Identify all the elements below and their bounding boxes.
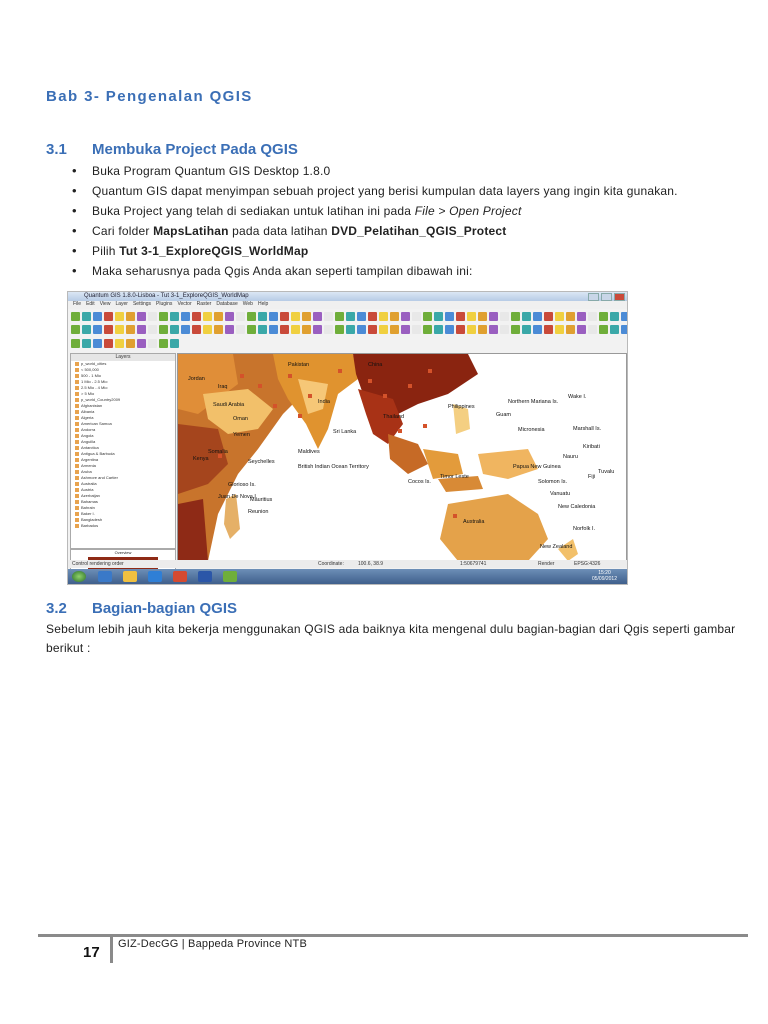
toolbar-tool-icon[interactable] (302, 312, 311, 321)
layer-item[interactable]: 2.5 Mio - 4 Mio (71, 385, 175, 391)
clock-date: 05/09/2012 (591, 576, 617, 582)
toolbar-tool-icon[interactable] (588, 325, 597, 334)
map-label: Kiribati (583, 444, 600, 450)
menu-item-file[interactable]: File (73, 301, 82, 307)
toolbar-tool-icon[interactable] (511, 312, 520, 321)
list-item-text: Maka seharusnya pada Qgis Anda akan seperti tampilan dibawah ini: (92, 264, 473, 278)
toolbar-tool-icon[interactable] (621, 312, 628, 321)
toolbar-tool-icon[interactable] (357, 325, 366, 334)
toolbar-tool-icon[interactable] (291, 312, 300, 321)
list-item (46, 201, 736, 221)
section-heading-3-1 (46, 141, 298, 158)
map-label: India (318, 399, 330, 405)
toolbar-tool-icon[interactable] (225, 325, 234, 334)
menu-item-raster[interactable]: Raster (196, 301, 212, 307)
layer-item[interactable]: Angola (71, 433, 175, 439)
layer-item[interactable]: Bahrain (71, 505, 175, 511)
map-label: Marshall Is. (573, 426, 602, 432)
scale-field[interactable]: 1:50679741 (460, 561, 487, 567)
map-label: Norfolk I. (573, 526, 596, 532)
layer-item[interactable]: American Samoa (71, 421, 175, 427)
toolbar-tool-icon[interactable] (500, 312, 509, 321)
map-label: Somalia (208, 449, 228, 455)
section-heading-3-2 (46, 600, 237, 617)
toolbar-tool-icon[interactable] (71, 325, 80, 334)
toolbar-tool-icon[interactable] (93, 339, 102, 348)
project-name: Tut 3-1_ExploreQGIS_WorldMap (119, 244, 309, 258)
toolbar-tool-icon[interactable] (456, 312, 465, 321)
layer-item[interactable]: < 500,000 (71, 367, 175, 373)
map-label: Nauru (563, 454, 578, 460)
toolbar-tool-icon[interactable] (291, 325, 300, 334)
toolbar-tool-icon[interactable] (82, 312, 91, 321)
toolbar-tool-icon[interactable] (313, 312, 322, 321)
menu-item-view[interactable]: View (99, 301, 111, 307)
map-label: Australia (463, 519, 485, 525)
word-icon[interactable] (198, 571, 212, 582)
maximize-icon (601, 293, 612, 301)
map-label: Papua New Guinea (513, 464, 561, 470)
toolbar-tool-icon[interactable] (214, 325, 223, 334)
toolbar-tool-icon[interactable] (423, 325, 432, 334)
qgis-icon[interactable] (223, 571, 237, 582)
toolbar-tool-icon[interactable] (555, 325, 564, 334)
toolbar-tool-icon[interactable] (423, 312, 432, 321)
toolbar-tool-icon[interactable] (489, 325, 498, 334)
toolbar-tool-icon[interactable] (335, 312, 344, 321)
layer-item[interactable]: Barbados (71, 523, 175, 529)
toolbar-tool-icon[interactable] (93, 312, 102, 321)
toolbar-tool-icon[interactable] (467, 325, 476, 334)
toolbar-tool-icon[interactable] (247, 325, 256, 334)
map-label: Guam (496, 412, 511, 418)
toolbar-tool-icon[interactable] (533, 325, 542, 334)
map-label: British Indian Ocean Territory (298, 464, 369, 470)
browser-icon[interactable] (98, 571, 112, 582)
toolbar-tool-icon[interactable] (412, 312, 421, 321)
map-label: Reunion (248, 509, 269, 515)
toolbar-tool-icon[interactable] (170, 325, 179, 334)
section-paragraph: Sebelum lebih jauh kita bekerja menggunakan QGIS ada baiknya kita mengenal dulu bagian-bagian dari Qgis seperti gambar berikut : (46, 622, 736, 655)
toolbar-tool-icon[interactable] (379, 325, 388, 334)
toolbar-tool-icon[interactable] (280, 312, 289, 321)
toolbar-tool-icon[interactable] (610, 312, 619, 321)
layer-item[interactable]: Australia (71, 481, 175, 487)
section-number: 3.1 (46, 141, 67, 158)
toolbar-tool-icon[interactable] (368, 312, 377, 321)
map-label: Seychelles (248, 459, 275, 465)
map-label: Iraq (218, 384, 228, 390)
bullet-list (46, 161, 736, 281)
toolbar-tool-icon[interactable] (478, 312, 487, 321)
menu-bar (68, 301, 627, 309)
toolbar-tool-icon[interactable] (236, 312, 245, 321)
toolbar-tool-icon[interactable] (247, 312, 256, 321)
layer-item[interactable]: 500 - 1 Mio (71, 373, 175, 379)
folder-name: MapsLatihan (153, 224, 229, 238)
toolbar-tool-icon[interactable] (159, 339, 168, 348)
menu-path: File > Open Project (414, 204, 522, 218)
coordinate-readout: 100.6, 38.9 (358, 561, 384, 567)
toolbar-tool-icon[interactable] (566, 325, 575, 334)
toolbar-tool-icon[interactable] (71, 339, 80, 348)
layer-item[interactable]: Andorra (71, 427, 175, 433)
menu-item-vector[interactable]: Vector (177, 301, 192, 307)
toolbar-tool-icon[interactable] (368, 325, 377, 334)
toolbar-tool-icon[interactable] (93, 325, 102, 334)
menu-item-settings[interactable]: Settings (132, 301, 152, 307)
toolbar-tool-icon[interactable] (104, 325, 113, 334)
toolbar-tool-icon[interactable] (511, 325, 520, 334)
toolbar-tool-icon[interactable] (148, 339, 157, 348)
start-icon[interactable] (72, 571, 86, 582)
toolbar-tool-icon[interactable] (324, 312, 333, 321)
map-label: Kenya (193, 456, 209, 462)
layer-item[interactable]: Argentina (71, 457, 175, 463)
map-label: Saudi Arabia (213, 402, 245, 408)
toolbar-tool-icon[interactable] (522, 325, 531, 334)
system-clock (592, 570, 617, 582)
layer-item[interactable]: Algeria (71, 415, 175, 421)
toolbar-tool-icon[interactable] (258, 325, 267, 334)
folder-name: DVD_Pelatihan_QGIS_Protect (331, 224, 507, 238)
toolbar-tool-icon[interactable] (379, 312, 388, 321)
toolbar-tool-icon[interactable] (401, 312, 410, 321)
toolbar-tool-icon[interactable] (577, 325, 586, 334)
toolbar-tool-icon[interactable] (126, 312, 135, 321)
list-item-text: Buka Project yang telah di sediakan untuk latihan ini pada (92, 204, 415, 218)
overview-label: Overview (114, 550, 132, 555)
map-label: Philippines (448, 404, 475, 410)
map-label: Mauritius (250, 497, 273, 503)
map-label: Yemen (233, 432, 250, 438)
map-canvas[interactable] (177, 353, 627, 562)
toolbar-tool-icon[interactable] (390, 312, 399, 321)
map-label: Juan De Nova I. (218, 494, 258, 500)
map-label: Solomon Is. (538, 479, 568, 485)
map-label: Oman (233, 416, 248, 422)
toolbar-tool-icon[interactable] (324, 325, 333, 334)
toolbar-tool-icon[interactable] (269, 325, 278, 334)
status-bar: Control rendering order Coordinate: 100.6, 38.9 1:50679741 Render EPSG:4326 (68, 560, 627, 568)
toolbar-tool-icon[interactable] (126, 339, 135, 348)
layer-item[interactable]: > 5 Mio (71, 391, 175, 397)
toolbar-tool-icon[interactable] (434, 325, 443, 334)
layer-item[interactable]: Ashmore and Cartier (71, 475, 175, 481)
layer-item[interactable]: Azerbaijan (71, 493, 175, 499)
toolbar-tool-icon[interactable] (302, 325, 311, 334)
close-icon (614, 293, 625, 301)
layer-item[interactable]: Aruba (71, 469, 175, 475)
crs-button[interactable]: EPSG:4326 (574, 561, 601, 567)
toolbar-tool-icon[interactable] (126, 325, 135, 334)
map-label: Maldives (298, 449, 320, 455)
toolbar (71, 323, 628, 335)
menu-item-layer[interactable]: Layer (115, 301, 128, 307)
clock-time: 15:20 (598, 570, 611, 576)
toolbar (71, 310, 628, 322)
toolbar-tool-icon[interactable] (203, 312, 212, 321)
map-label: Timor Leste (440, 474, 469, 480)
toolbar-tool-icon[interactable] (588, 312, 597, 321)
toolbar-tool-icon[interactable] (192, 312, 201, 321)
toolbar-tool-icon[interactable] (137, 312, 146, 321)
menu-item-plugins[interactable]: Plugins (156, 301, 173, 307)
map-label: Pakistan (288, 362, 310, 368)
toolbar-tool-icon[interactable] (610, 325, 619, 334)
toolbar-tool-icon[interactable] (192, 325, 201, 334)
qgis-screenshot (67, 291, 628, 585)
toolbar-tool-icon[interactable] (445, 312, 454, 321)
toolbar-tool-icon[interactable] (489, 312, 498, 321)
toolbar-tool-icon[interactable] (445, 325, 454, 334)
map-label: New Zealand (540, 544, 573, 550)
window-titlebar (68, 292, 627, 301)
world-map-graphic (178, 354, 626, 561)
map-label: Jordan (188, 376, 205, 382)
toolbar-tool-icon[interactable] (599, 312, 608, 321)
toolbar-tool-icon[interactable] (170, 312, 179, 321)
toolbar-tool-icon[interactable] (478, 325, 487, 334)
toolbar-tool-icon[interactable] (137, 339, 146, 348)
minimize-icon (588, 293, 599, 301)
map-label: Wake I. (568, 394, 587, 400)
footer-rule (38, 934, 748, 937)
toolbar-tool-icon[interactable] (159, 312, 168, 321)
section-title: Membuka Project Pada QGIS (92, 141, 298, 158)
section-title: Bagian-bagian QGIS (92, 600, 238, 617)
layer-item[interactable]: Antarctica (71, 445, 175, 451)
toolbar-tool-icon[interactable] (577, 312, 586, 321)
layers-panel-header: Layers (71, 354, 175, 361)
list-item (46, 181, 736, 201)
map-label: Northern Mariana Is. (508, 399, 559, 405)
toolbar-tool-icon[interactable] (544, 325, 553, 334)
toolbar-tool-icon[interactable] (434, 312, 443, 321)
toolbar-tool-icon[interactable] (313, 325, 322, 334)
toolbar-tool-icon[interactable] (258, 312, 267, 321)
list-item (46, 241, 736, 261)
footer-text: GIZ-DecGG | Bappeda Province NTB (118, 938, 307, 950)
toolbar-tool-icon[interactable] (236, 325, 245, 334)
toolbar-tool-icon[interactable] (269, 312, 278, 321)
toolbar-tool-icon[interactable] (555, 312, 564, 321)
render-checkbox[interactable]: Render (538, 561, 555, 567)
toolbar-tool-icon[interactable] (115, 339, 124, 348)
toolbar-tool-icon[interactable] (181, 312, 190, 321)
map-label: Thailand (383, 414, 405, 420)
layer-item[interactable]: p_world_Country2009 (71, 397, 175, 403)
toolbar-tool-icon[interactable] (148, 325, 157, 334)
map-label: China (368, 362, 383, 368)
windows-taskbar (68, 569, 627, 584)
map-label: Micronesia (518, 427, 545, 433)
toolbar-tool-icon[interactable] (456, 325, 465, 334)
layer-item[interactable]: Albania (71, 409, 175, 415)
toolbar-tool-icon[interactable] (566, 312, 575, 321)
toolbar-tool-icon[interactable] (390, 325, 399, 334)
window-title: Quantum GIS 1.8.0-Lisboa - Tut 3-1_ExploreQGIS_WorldMap (84, 293, 249, 299)
layer-item[interactable]: Austria (71, 487, 175, 493)
toolbar-tool-icon[interactable] (533, 312, 542, 321)
toolbar-tool-icon[interactable] (225, 312, 234, 321)
map-label: Sri Lanka (333, 429, 357, 435)
map-label: Fiji (588, 474, 596, 480)
list-item-text: pada data latihan (228, 224, 332, 238)
toolbar-tool-icon[interactable] (82, 325, 91, 334)
layer-item[interactable]: 1 Mio - 2.5 Mio (71, 379, 175, 385)
toolbar-tool-icon[interactable] (104, 312, 113, 321)
layer-item[interactable]: Bahamas (71, 499, 175, 505)
toolbar-tool-icon[interactable] (181, 325, 190, 334)
toolbar-tool-icon[interactable] (148, 312, 157, 321)
toolbar-tool-icon[interactable] (346, 312, 355, 321)
toolbar-tool-icon[interactable] (115, 325, 124, 334)
toolbar-tool-icon[interactable] (522, 312, 531, 321)
list-item (46, 221, 736, 241)
toolbar-tool-icon[interactable] (115, 312, 124, 321)
layer-item[interactable]: Antigua & Barbuda (71, 451, 175, 457)
toolbar-tool-icon[interactable] (137, 325, 146, 334)
page-number: 17 (83, 944, 100, 961)
toolbar-tool-icon[interactable] (401, 325, 410, 334)
toolbar-tool-icon[interactable] (159, 325, 168, 334)
map-label: Cocos Is. (408, 479, 431, 485)
chrome-icon[interactable] (173, 571, 187, 582)
list-item-text: Cari folder (92, 224, 154, 238)
toolbar-tool-icon[interactable] (412, 325, 421, 334)
layer-item[interactable]: Baker I. (71, 511, 175, 517)
layer-item[interactable]: Anguilla (71, 439, 175, 445)
map-label: Glorioso Is. (228, 482, 256, 488)
media-icon[interactable] (148, 571, 162, 582)
menu-item-database[interactable]: Database (216, 301, 238, 307)
menu-item-web[interactable]: Web (242, 301, 253, 307)
map-label: Tuvalu (598, 469, 615, 475)
toolbar-tool-icon[interactable] (104, 339, 113, 348)
map-label: New Caledonia (558, 504, 596, 510)
layer-item[interactable]: Bangladesh (71, 517, 175, 523)
toolbar-tool-icon[interactable] (71, 312, 80, 321)
map-label: Vanuatu (550, 491, 571, 497)
menu-item-help[interactable]: Help (257, 301, 269, 307)
toolbar-tool-icon[interactable] (621, 325, 628, 334)
layer-item[interactable]: Armenia (71, 463, 175, 469)
toolbar-tool-icon[interactable] (346, 325, 355, 334)
section-number: 3.2 (46, 600, 67, 617)
toolbar-tool-icon[interactable] (544, 312, 553, 321)
toolbar-tool-icon[interactable] (467, 312, 476, 321)
toolbar-tool-icon[interactable] (335, 325, 344, 334)
list-item-text: Quantum GIS dapat menyimpan sebuah project yang berisi kumpulan data layers yang ingin kita gunakan. (92, 184, 678, 198)
toolbar-tool-icon[interactable] (280, 325, 289, 334)
layer-item[interactable]: Afghanistan (71, 403, 175, 409)
toolbar-tool-icon[interactable] (214, 312, 223, 321)
list-item-text: Buka Program Quantum GIS Desktop 1.8.0 (92, 164, 331, 178)
list-item-text: Pilih (92, 244, 120, 258)
layer-item[interactable]: p_world_cities (71, 361, 175, 367)
toolbar-tool-icon[interactable] (599, 325, 608, 334)
toolbar-tool-icon[interactable] (357, 312, 366, 321)
toolbar (71, 337, 179, 349)
footer-divider (110, 937, 113, 963)
toolbar-tool-icon[interactable] (82, 339, 91, 348)
folder-icon[interactable] (123, 571, 137, 582)
list-item (46, 161, 736, 181)
toolbar-tool-icon[interactable] (170, 339, 179, 348)
control-rendering-order[interactable]: Control rendering order (72, 561, 124, 567)
list-item (46, 261, 736, 281)
toolbar-tool-icon[interactable] (500, 325, 509, 334)
chapter-title: Bab 3- Pengenalan QGIS (46, 88, 253, 105)
menu-item-edit[interactable]: Edit (86, 301, 95, 307)
toolbar-tool-icon[interactable] (203, 325, 212, 334)
layers-panel (70, 353, 176, 549)
